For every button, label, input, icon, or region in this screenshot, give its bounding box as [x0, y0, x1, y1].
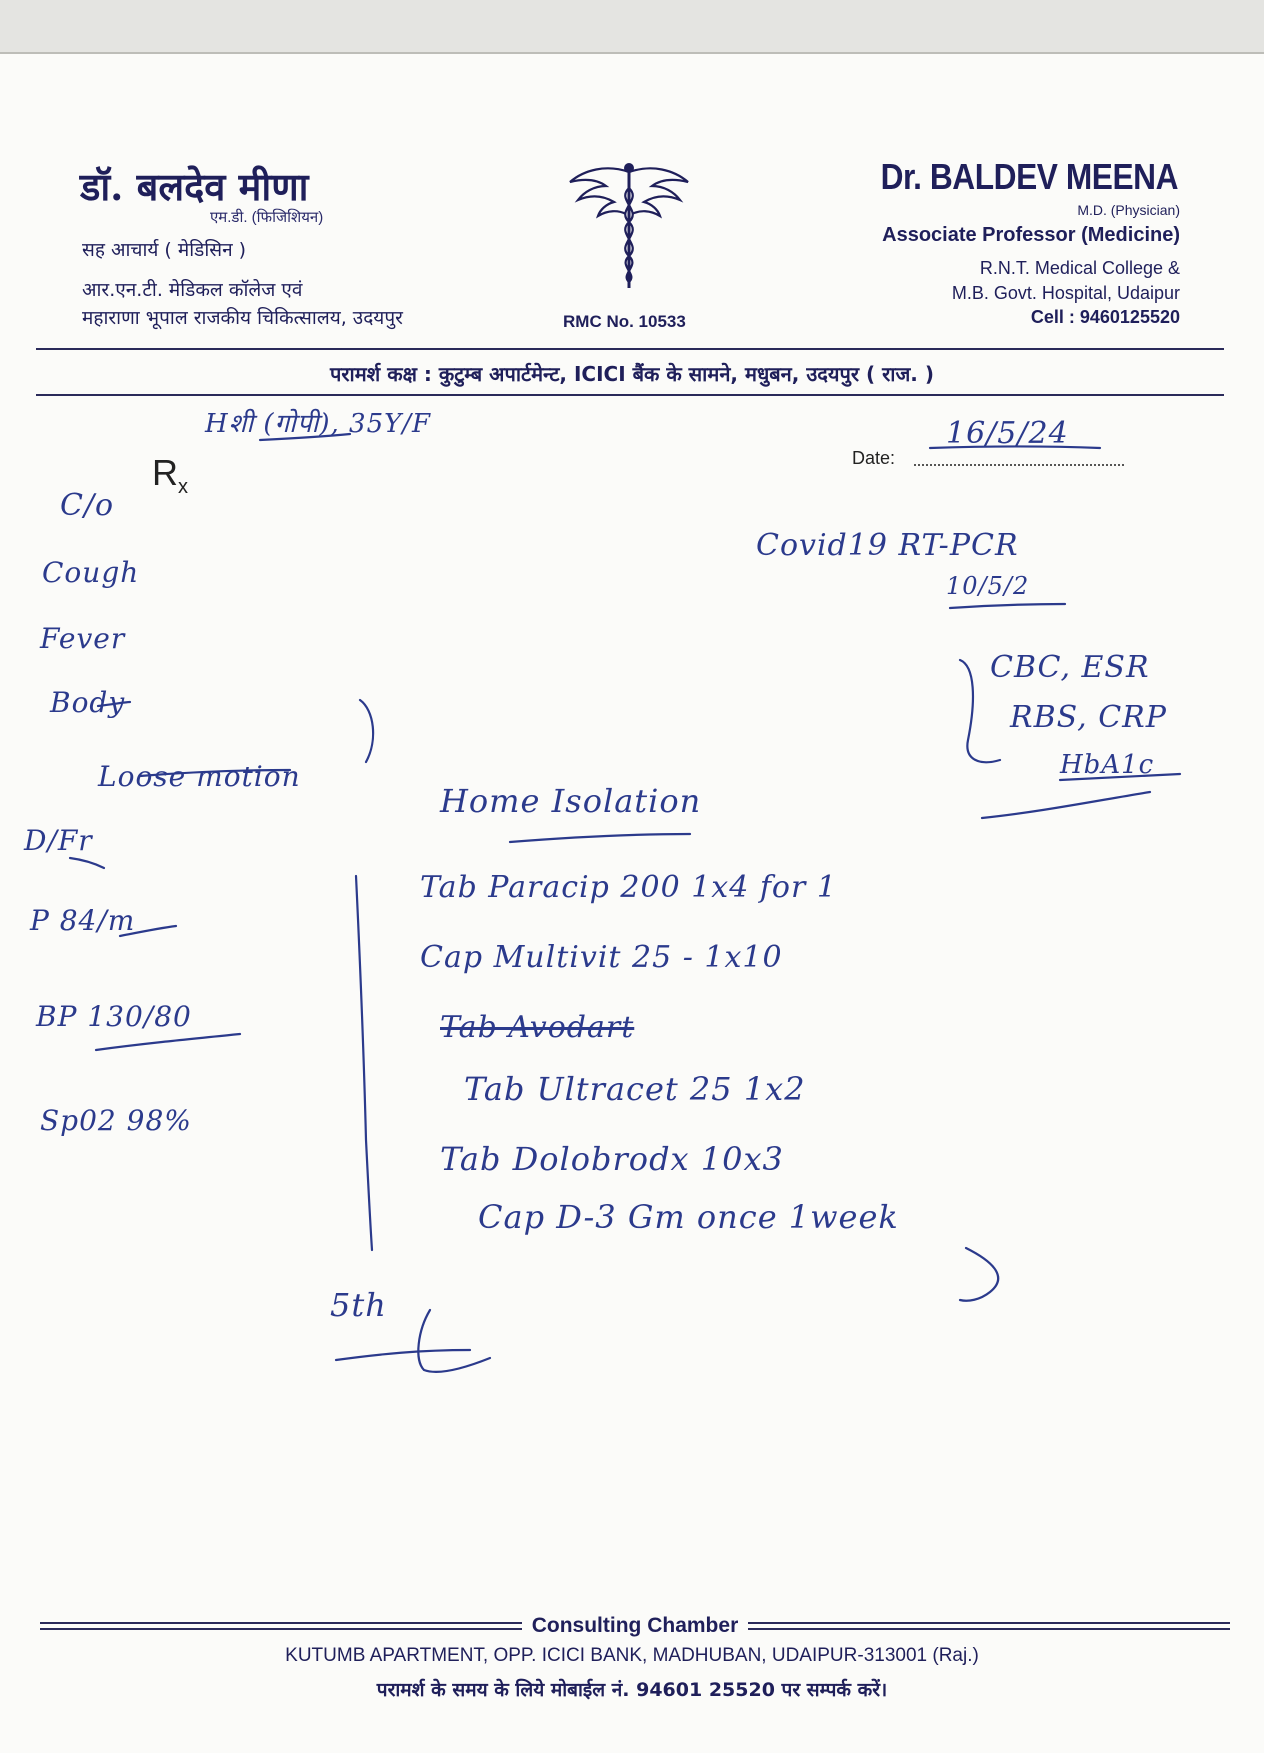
designation-hindi: सह आचार्य ( मेडिसिन )	[82, 239, 247, 261]
date-dotted-line	[914, 464, 1124, 466]
chief-complaints-label: C/o	[60, 488, 115, 523]
college-hindi: आर.एन.टी. मेडिकल कॉलेज एवं	[82, 279, 303, 301]
consulting-address-hindi: परामर्श कक्ष : कुटुम्ब अपार्टमेन्ट, ICICI बैंक के सामने, मधुबन, उदयपुर ( राज. )	[329, 362, 935, 386]
medication-item: Tab Dolobrodx 10x3	[440, 1140, 784, 1178]
doctor-name-hindi: डॉ. बलदेव मीणा	[80, 164, 309, 209]
caduceus-icon	[566, 160, 692, 290]
footer-address: KUTUMB APARTMENT, OPP. ICICI BANK, MADHUBAN, UDAIPUR-313001 (Raj.)	[285, 1645, 979, 1666]
exam-finding: BP 130/80	[36, 1000, 192, 1033]
advice-heading: Home Isolation	[440, 782, 702, 820]
college-english: R.N.T. Medical College &	[979, 258, 1180, 278]
complaint-item: Cough	[42, 556, 140, 589]
header-rule-bottom	[36, 394, 1224, 396]
designation-english: Associate Professor (Medicine)	[882, 224, 1180, 246]
date-label: Date:	[852, 448, 896, 468]
footer-title-bar	[40, 1614, 1230, 1638]
investigation-item: RBS, CRP	[1010, 700, 1167, 735]
rx-symbol: $R_x$	[152, 452, 188, 499]
investigation-item: CBC, ESR	[990, 650, 1150, 685]
covid-test-date: 10/5/2	[946, 572, 1030, 600]
complaint-item: Fever	[40, 622, 126, 655]
patient-details: Hशी (गोपी), 35Y/F	[205, 409, 432, 439]
medication-item: Cap D-3 Gm once 1week	[478, 1198, 899, 1236]
medication-item: Cap Multivit 25 - 1x10	[420, 940, 783, 975]
complaint-item: Body	[50, 686, 126, 719]
exam-finding: P 84/m	[30, 904, 136, 937]
scan-top-margin	[0, 0, 1264, 54]
exam-finding: Sp02 98%	[40, 1104, 192, 1137]
exam-finding: D/Fr	[24, 824, 93, 857]
medication-item: Tab Paracip 200 1x4 for 1	[420, 870, 837, 905]
doctor-name-english: Dr. BALDEV MEENA	[880, 156, 1178, 197]
footer-title: Consulting Chamber	[40, 1614, 1230, 1638]
handwritten-date: 16/5/24	[946, 416, 1069, 451]
rmc-number: RMC No. 10533	[563, 312, 686, 331]
degree-english: M.D. (Physician)	[1077, 202, 1180, 218]
header-rule-top	[36, 348, 1224, 350]
cell-number: Cell : 9460125520	[1030, 307, 1180, 327]
complaint-item: Loose motion	[98, 760, 301, 793]
investigation-item: HbA1c	[1060, 750, 1155, 780]
covid-test-note: Covid19 RT-PCR	[756, 528, 1019, 563]
doctor-signature: 5th	[330, 1286, 387, 1324]
hospital-hindi: महाराणा भूपाल राजकीय चिकित्सालय, उदयपुर	[82, 307, 403, 329]
medication-item: Tab Ultracet 25 1x2	[464, 1070, 806, 1108]
footer-hindi-note: परामर्श के समय के लिये मोबाईल नं. 94601 25520 पर सम्पर्क करें।	[376, 1679, 888, 1701]
degree-hindi: एम.डी. (फिजिशियन)	[210, 209, 324, 226]
hospital-english: M.B. Govt. Hospital, Udaipur	[951, 283, 1180, 303]
struck-medication: Tab Avodart	[440, 1010, 635, 1045]
